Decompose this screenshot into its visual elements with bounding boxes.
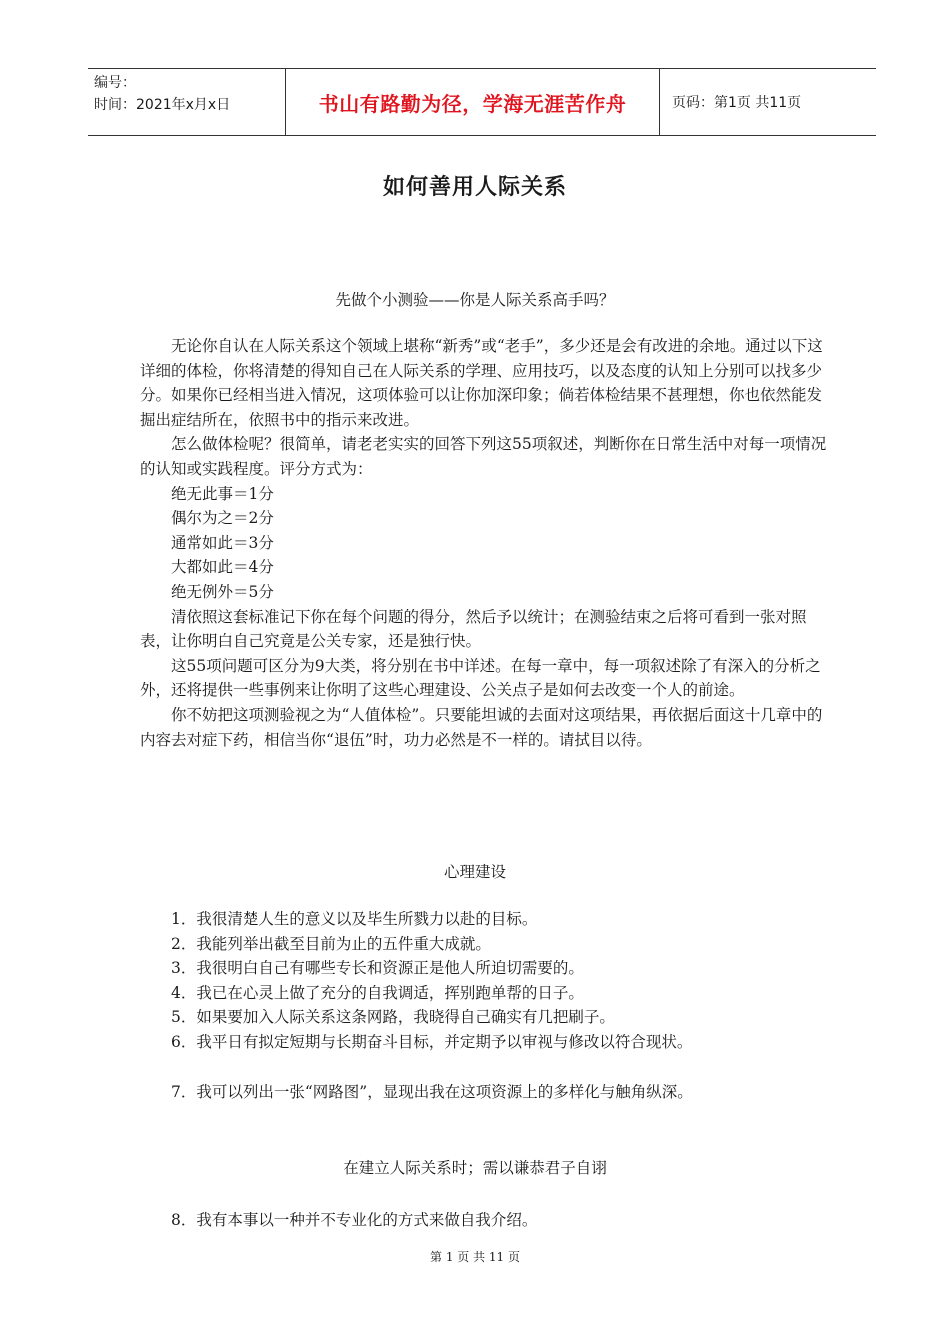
intro-paragraph-2: 怎么做体检呢？很简单，请老老实实的回答下列这55项叙述，判断你在日常生活中对每一项情况的认知或实践程度。评分方式为： bbox=[140, 435, 827, 478]
question-item: 8．我有本事以一种并不专业化的方式来做自我介绍。 bbox=[171, 1211, 538, 1229]
question-list-3 bbox=[140, 1208, 830, 1233]
score-line-2: 偶尔为之＝2分 bbox=[171, 509, 274, 528]
section-heading-psychology: 心理建设 bbox=[443, 863, 506, 881]
intro-paragraph-3: 清依照这套标准记下你在每个问题的得分，然后予以统计；在测验结束之后将可看到一张对照表，让你明白自己究竟是公关专家，还是独行快。 bbox=[140, 607, 807, 651]
number-label: 编号： bbox=[94, 75, 136, 91]
quiz-heading: 先做个小测验——你是人际关系高手吗？ bbox=[335, 291, 615, 309]
intro-paragraph-5: 你不妨把这项测验视之为“人值体检”。只要能坦诚的去面对这项结果，再依据后面这十几章中的内容去对症下药，相信当你“退伍”时，功力必然是不一样的。请拭目以待。 bbox=[140, 705, 823, 749]
page-footer: 第 1 页 共 11 页 bbox=[430, 1250, 520, 1264]
score-line-3: 通常如此＝3分 bbox=[171, 533, 274, 552]
intro-paragraph-4: 这55项问题可区分为9大类，将分别在书中详述。在每一章中，每一项叙述除了有深入的分析之外，还将提供一些事例来让你明了这些心理建设、公关点子是如何去改变一个人的前途。 bbox=[140, 656, 821, 700]
score-line-5: 绝无例外＝5分 bbox=[171, 582, 274, 601]
section-heading-humility: 在建立人际关系时；需以谦恭君子自诩 bbox=[343, 1159, 607, 1177]
intro-section bbox=[140, 334, 830, 752]
document-header bbox=[88, 68, 876, 136]
question-item: 7．我可以列出一张“网路图”，显现出我在这项资源上的多样化与触角纵深。 bbox=[171, 1083, 693, 1101]
question-list-2 bbox=[140, 1080, 830, 1105]
time-label: 时间：2021年x月x日 bbox=[94, 97, 231, 113]
question-item: 6．我平日有拟定短期与长期奋斗目标，并定期予以审视与修改以符合现状。 bbox=[171, 1032, 693, 1051]
page-title: 如何善用人际关系 bbox=[382, 174, 567, 200]
question-item: 5．如果要加入人际关系这条网路，我晓得自己确实有几把刷子。 bbox=[171, 1008, 615, 1027]
motto: 书山有路勤为径，学海无涯苦作舟 bbox=[286, 69, 660, 135]
header-info-cell bbox=[88, 69, 286, 135]
question-item: 3．我很明白自己有哪些专长和资源正是他人所迫切需要的。 bbox=[171, 959, 584, 978]
page-label: 页码：第1页 共11页 bbox=[672, 95, 802, 111]
question-list-1 bbox=[140, 907, 830, 1055]
intro-paragraph-1: 无论你自认在人际关系这个领域上堪称“新秀”或“老手”，多少还是会有改进的余地。通过以下这详细的体检，你将清楚的得知自己在人际关系的学理、应用技巧，以及态度的认知上分别可以找多少分。如果你已经相当进入情况，这项体验可以让你加深印象；倘若体检结果不甚理想，你也依然能发掘出症结所在，依照书中的指示来改进。 bbox=[140, 337, 823, 429]
question-item: 2．我能列举出截至目前为止的五件重大成就。 bbox=[171, 934, 491, 953]
question-item: 4．我已在心灵上做了充分的自我调适，挥别跑单帮的日子。 bbox=[171, 983, 584, 1002]
question-item: 1．我很清楚人生的意义以及毕生所戮力以赴的目标。 bbox=[171, 910, 538, 928]
score-line-1: 绝无此事＝1分 bbox=[171, 484, 274, 503]
score-line-4: 大都如此＝4分 bbox=[171, 558, 274, 577]
